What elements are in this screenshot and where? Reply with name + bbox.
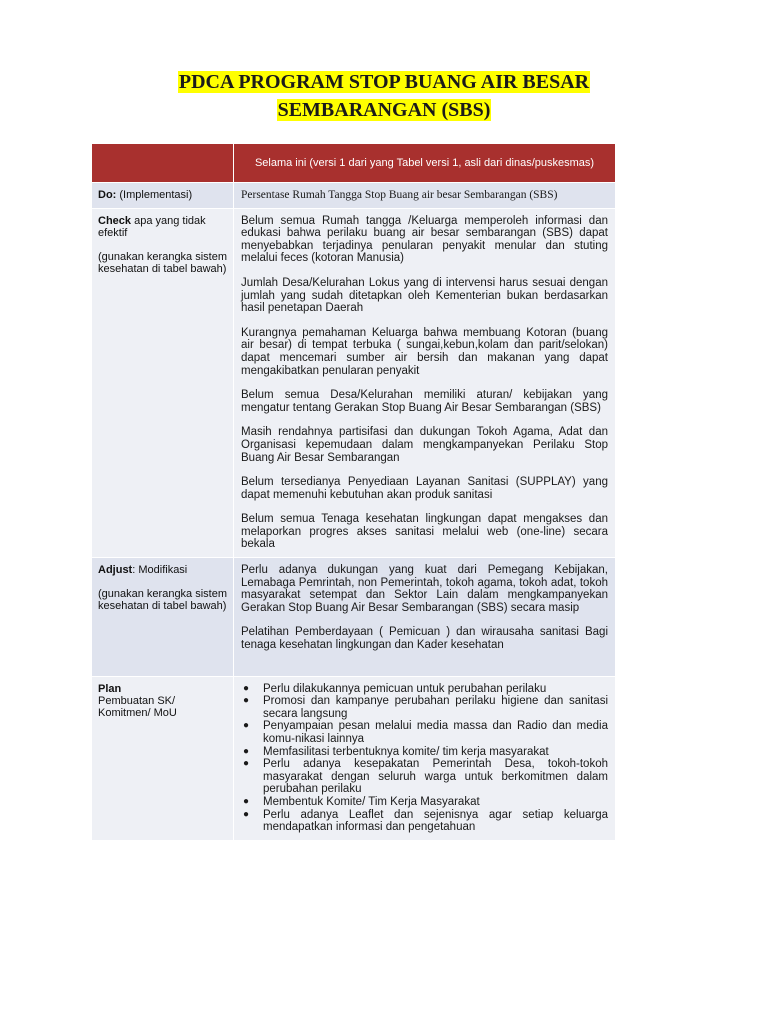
plan-item-text: Perlu dilakukannya pemicuan untuk perubahan perilaku: [263, 682, 547, 695]
row-adjust: [92, 558, 616, 677]
adjust-paragraph: Pelatihan Pemberdayaan ( Pemicuan ) dan wirausaha sanitasi Bagi tenaga kesehatan lingkungan dan Kader kesehatan: [241, 626, 608, 652]
title-line-1: PDCA PROGRAM STOP BUANG AIR BESAR: [178, 71, 590, 93]
plan-content: [234, 676, 616, 840]
bullet-icon: ●: [243, 758, 250, 770]
adjust-paragraph: Perlu adanya dukungan yang kuat dari Pemegang Kebijakan, Lemabaga Pemrintah, non Pemerintah, tokoh agama, tokoh adat, tokoh masyarakat setempat dan Sektor Lain dalam mengkampanyekan Gerakan Stop Buang Air Besar Sembarangan (SBS) secara masip: [241, 564, 608, 614]
row-plan: [92, 676, 616, 840]
check-label-sub: (gunakan kerangka sistem kesehatan di tabel bawah): [98, 250, 228, 275]
bullet-icon: ●: [243, 808, 250, 820]
plan-item-text: Perlu adanya Leaflet dan sejenisnya agar setiap keluarga mendapatkan informasi dan pengetahuan: [263, 808, 608, 834]
check-paragraph: Belum semua Tenaga kesehatan lingkungan dapat mengakses dan melaporkan progres akses sanitasi melalui web (one-line) secara bekala: [241, 513, 608, 551]
list-item: [243, 795, 608, 809]
row-check: [92, 208, 616, 557]
bullet-icon: ●: [243, 720, 250, 732]
check-paragraph: Belum tersedianya Penyediaan Layanan Sanitasi (SUPPLAY) yang dapat memenuhi kebutuhan akan produk sanitasi: [241, 476, 608, 501]
plan-label-sub: Pembuatan SK/ Komitmen/ MoU: [98, 694, 177, 719]
adjust-label-sub: (gunakan kerangka sistem kesehatan di tabel bawah): [98, 588, 228, 613]
bullet-icon: ●: [243, 695, 250, 707]
check-content: [234, 208, 616, 557]
adjust-content: [234, 558, 616, 677]
bullet-icon: ●: [243, 682, 250, 694]
check-paragraph: Masih rendahnya partisifasi dan dukungan Tokoh Agama, Adat dan Organisasi kepemudaan dalam mengkampanyekan Perilaku Stop Buang Air Besar Sembarangan: [241, 426, 608, 464]
list-item: [243, 720, 608, 745]
do-content: Persentase Rumah Tangga Stop Buang air besar Sembarangan (SBS): [234, 183, 616, 209]
bullet-icon: ●: [243, 745, 250, 757]
check-label: [92, 208, 234, 557]
list-item: [243, 758, 608, 796]
do-label: [92, 183, 234, 209]
plan-item-text: Penyampaian pesan melalui media massa dan Radio dan media komu-nikasi lainnya: [263, 720, 608, 745]
list-item: [243, 808, 608, 834]
check-paragraph: Belum semua Desa/Kelurahan memiliki aturan/ kebijakan yang mengatur tentang Gerakan Stop Buang Air Besar Sembarangan (SBS): [241, 389, 608, 414]
check-paragraph: Belum semua Rumah tangga /Keluarga memperoleh informasi dan edukasi bahwa perilaku buang air besar sembarangan (SBS) dapat menyebabkan terjadinya penularan penyakit menular dan stuting melalui feces (kotoran Manusia): [241, 214, 608, 265]
plan-item-text: Promosi dan kampanye perubahan perilaku higiene dan sanitasi secara langsung: [263, 695, 608, 720]
plan-item-text: Perlu adanya kesepakatan Pemerintah Desa, tokoh-tokoh masyarakat dengan seluruh warga untuk berkomitmen dalam perubahan perilaku: [263, 758, 608, 796]
plan-list: [241, 683, 608, 834]
plan-item-text: Membentuk Komite/ Tim Kerja Masyarakat: [263, 795, 480, 808]
document-title: [0, 68, 768, 124]
row-do: [92, 183, 616, 209]
check-label-bold: Check: [98, 214, 132, 227]
bullet-icon: ●: [243, 795, 250, 807]
table-header-row: [92, 144, 616, 183]
do-label-rest: (Implementasi): [116, 189, 193, 201]
check-paragraph: Jumlah Desa/Kelurahan Lokus yang di intervensi harus sesuai dengan jumlah yang sudah ditetapkan oleh Kementerian bukan berdasarkan hasil penetapan Daerah: [241, 276, 608, 315]
header-cell-empty: [92, 144, 234, 183]
adjust-label-bold: Adjust: [98, 564, 133, 577]
list-item: [243, 682, 608, 696]
pdca-table: [91, 143, 616, 841]
check-paragraph: Kurangnya pemahaman Keluarga bahwa membuang Kotoran (buang air besar) di tempat terbuka ( sungai,kebun,kolam dan parit/selokan) dapat mencemari sumber air bersih dan makanan yang dapat mengakibatkan penularan penyakit: [241, 326, 608, 377]
list-item: [243, 695, 608, 720]
check-label-rest: apa yang tidak efektif: [98, 214, 206, 239]
adjust-label-rest: : Modifikasi: [132, 564, 188, 577]
header-cell-description: Selama ini (versi 1 dari yang Tabel versi 1, asli dari dinas/puskesmas): [234, 144, 616, 183]
plan-label: [92, 676, 234, 840]
do-label-bold: Do:: [98, 189, 117, 201]
plan-label-bold: Plan: [98, 682, 122, 695]
list-item: [243, 745, 608, 759]
plan-item-text: Memfasilitasi terbentuknya komite/ tim kerja masyarakat: [263, 745, 549, 758]
title-line-2: SEMBARANGAN (SBS): [277, 99, 491, 121]
adjust-label: [92, 558, 234, 677]
